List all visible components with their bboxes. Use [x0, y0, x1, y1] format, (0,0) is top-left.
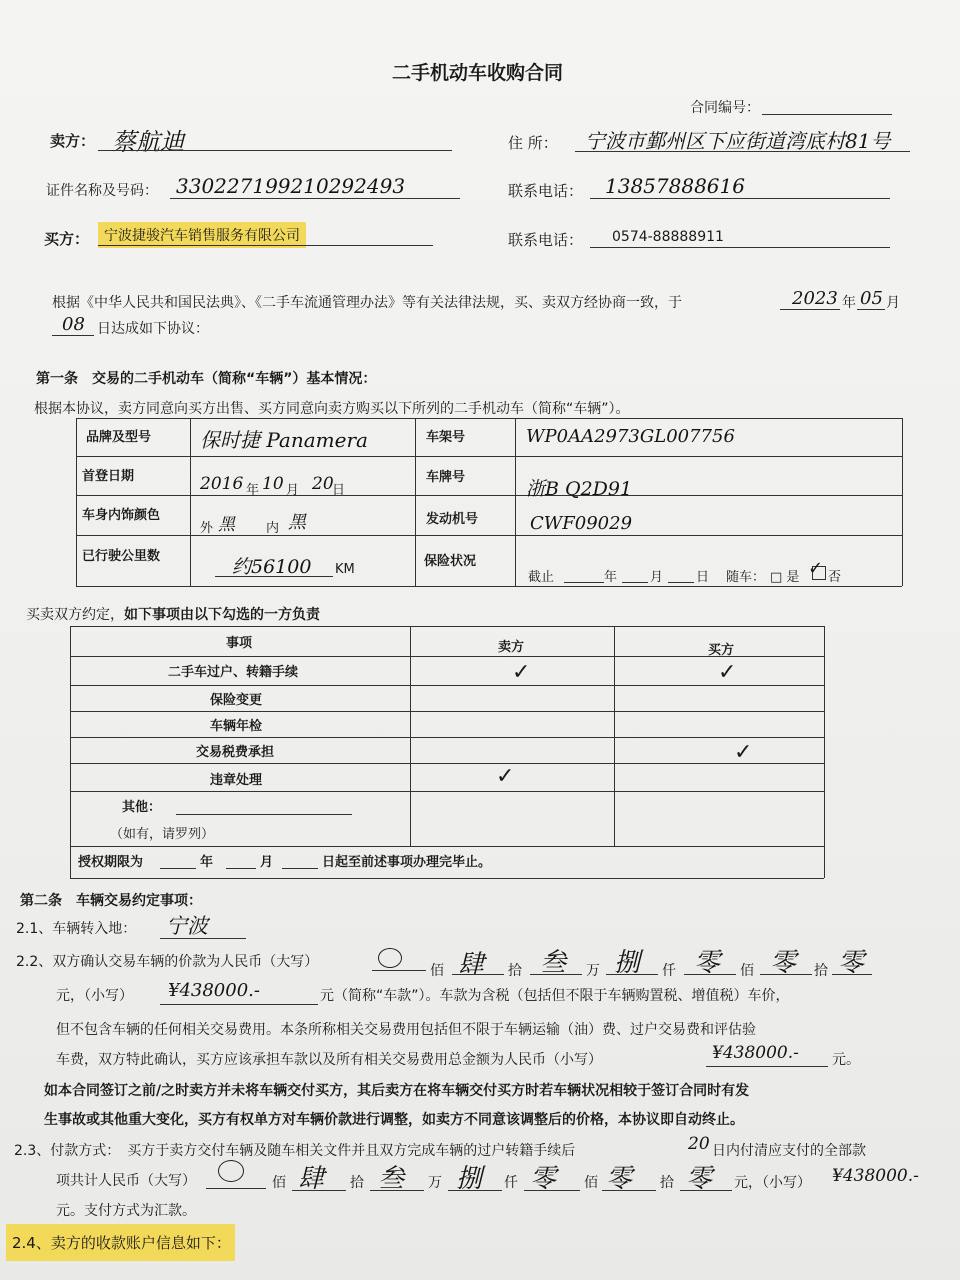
amount-digit: 叁: [378, 1164, 405, 1194]
seller-name: 蔡航迪: [112, 128, 184, 156]
amount-unit: 佰: [740, 963, 754, 979]
vt-border-top: [76, 418, 902, 419]
amount-blank: [832, 974, 872, 975]
clause-2-2-line3: 但不包含车辆的任何相关交易费用。本条所称相关交易费用包括但不限于车辆运输（油）费、过户交易费和评估验: [56, 1022, 756, 1038]
buyer-phone: 0574-88888911: [612, 229, 724, 245]
amount-unit: 佰: [584, 1175, 598, 1191]
with-car-label: 随车：: [726, 570, 766, 585]
col-seller-header: 卖方: [498, 640, 525, 655]
vt-row-line: [76, 495, 902, 496]
vt-col-line: [902, 418, 903, 586]
amount-digit: 肆: [298, 1164, 325, 1194]
amount-digit: 叁: [540, 948, 567, 978]
seller-name-line: [98, 150, 452, 151]
reg-date-label: 首登日期: [82, 469, 135, 484]
amount-small-line: [160, 1004, 318, 1005]
amount-unit: 万: [428, 1175, 442, 1191]
month-label: 月: [886, 295, 900, 311]
year-line: [780, 309, 840, 310]
clause-2-2-line4: 车费，双方特此确认，买方应该承担车款以及所有相关交易费用总金额为人民币（小写）: [56, 1052, 602, 1068]
other-note: （如有，请罗列）: [110, 827, 215, 842]
vt-col-line: [515, 418, 516, 586]
amount-digit: 肆: [458, 950, 485, 980]
amount-blank: [684, 974, 736, 975]
amount-unit: 拾: [814, 963, 828, 979]
contract-number-label: 合同编号：: [690, 100, 760, 116]
clause-2-1-line: [160, 938, 246, 939]
amount-blank: [760, 974, 812, 975]
article2-heading: 第二条 车辆交易约定事项：: [20, 893, 202, 909]
vt-col-line: [190, 418, 191, 586]
amount-blank: [206, 1188, 266, 1189]
responsibility-intro: [26, 604, 320, 624]
amount-unit: 佰: [272, 1175, 286, 1191]
other-line: [176, 814, 352, 815]
row-buyer-check[interactable]: ✓: [718, 660, 737, 685]
amount-digit: 零: [770, 948, 797, 978]
seller-id: 330227199210292493: [176, 174, 406, 198]
clause-2-3-line2: 项共计人民币（大写）: [56, 1173, 196, 1189]
clause-2-3-tail: 日内付清应支付的全部款: [712, 1143, 866, 1159]
amount-unit: 佰: [430, 963, 444, 979]
exterior-color: 黑: [218, 515, 235, 535]
amount-digit: 捌: [456, 1164, 483, 1194]
amount-digit: 零: [694, 948, 721, 978]
rt-row-line: [70, 846, 824, 847]
mileage-value: 约56100: [232, 556, 312, 578]
seller-phone-label: 联系电话：: [508, 182, 584, 200]
reg-month-label: 月: [286, 483, 300, 498]
bold-clause-2: 生事故或其他重大变化，买方有权单方对车辆价款进行调整，如卖方不同意该调整后的价格，本协议即自动终止。: [44, 1112, 744, 1128]
bold-clause-1: 如本合同签订之前/之时卖方并未将车辆交付买方，其后卖方在将车辆交付买方时若车辆状况相较于签订合同时有发: [44, 1083, 750, 1099]
ins-month-label: 月: [650, 570, 664, 585]
brand-label: 品牌及型号: [86, 430, 152, 445]
vt-col-line: [415, 418, 416, 586]
amount-blank: [370, 1190, 424, 1191]
auth-month-line: [226, 868, 256, 869]
clause-2-3-text: 2.3、付款方式： 买方于卖方交付车辆及随车相关文件并且双方完成车辆的过户转籍手续后: [14, 1143, 576, 1159]
rt-col-line: [410, 626, 411, 846]
reg-day-label: 日: [332, 483, 346, 498]
auth-year-label: 年: [200, 855, 214, 870]
month-line: [857, 309, 885, 310]
clause-2-1-value: 宁波: [166, 914, 208, 938]
cross-out-mark-icon: [218, 1160, 244, 1182]
article1-heading: 第一条 交易的二手机动车（简称“车辆”）基本情况：: [36, 371, 377, 387]
seller-id-line: [170, 198, 460, 199]
amount-unit: 仟: [662, 963, 676, 979]
reg-month: 10: [262, 474, 284, 494]
day-line: [52, 335, 94, 336]
cross-out-mark-icon: [378, 948, 402, 968]
preamble-year: 2023: [792, 288, 838, 309]
row-buyer-check[interactable]: ✓: [734, 740, 753, 765]
clause-2-4: 2.4、卖方的收款账户信息如下：: [6, 1224, 235, 1261]
total-amount-line: [706, 1066, 828, 1067]
col-item-header: 事项: [226, 636, 253, 651]
amount-digit: 零: [686, 1164, 713, 1194]
col-buyer-header: 买方: [708, 643, 735, 658]
rt-row-line: [70, 711, 824, 712]
rt-col-line: [70, 626, 71, 878]
seller-label: 卖方：: [50, 132, 96, 150]
total-amount: ¥438000.-: [712, 1043, 799, 1063]
amount-blank: [452, 974, 504, 975]
seller-id-label: 证件名称及号码：: [46, 183, 158, 199]
buyer-label: 买方：: [44, 230, 90, 248]
other-label: 其他：: [122, 800, 162, 815]
seller-address-label: 住 所：: [508, 134, 558, 152]
color-label: 车身内饰颜色: [82, 508, 161, 523]
amount-blank: [372, 970, 426, 971]
insurance-label: 保险状况: [424, 554, 477, 569]
ins-month-line: [622, 582, 648, 583]
mileage-unit: KM: [335, 562, 355, 577]
amount-digit: 捌: [614, 948, 641, 978]
article1-intro: 根据本协议，卖方同意向买方出售、买方同意向卖方购买以下所列的二手机动车（简称“车辆”）。: [34, 401, 630, 417]
option-yes[interactable]: □ 是: [770, 570, 800, 585]
reg-day: 20: [312, 474, 334, 494]
document-title: 二手机动车收购合同: [392, 62, 564, 84]
clause-2-2-line2-a: 元，（小写）: [56, 988, 133, 1004]
seller-address-line: [575, 151, 910, 152]
amount-unit: 万: [586, 963, 600, 979]
auth-day-line: [282, 868, 318, 869]
amount-unit: 拾: [660, 1175, 674, 1191]
rt-border-top: [70, 626, 824, 627]
row-item: 交易税费承担: [196, 745, 275, 760]
buyer-phone-line: [590, 247, 890, 248]
rt-col-line: [614, 626, 615, 846]
preamble-tail: 日达成如下协议：: [97, 321, 209, 337]
row-seller-check[interactable]: ✓: [512, 660, 531, 685]
amount-blank: [680, 1190, 732, 1191]
vt-row-line: [76, 456, 902, 457]
row-seller-check[interactable]: ✓: [496, 764, 515, 789]
seller-address: 宁波市鄞州区下应街道湾底村81号: [585, 129, 891, 153]
rt-row-line: [70, 763, 824, 764]
amount-digit: 零: [530, 1164, 557, 1194]
insurance-until: 截止: [528, 570, 555, 585]
mileage-line: [215, 576, 333, 577]
rt-col-line: [824, 626, 825, 878]
amount-blank: [448, 1190, 502, 1191]
responsibility-intro-b: 如下事项由以下勾选的一方负责: [124, 607, 320, 623]
auth-month-label: 月: [260, 855, 274, 870]
amount-blank: [530, 974, 582, 975]
contract-number-line: [762, 114, 892, 115]
preamble-day: 08: [62, 314, 85, 335]
vin-label: 车架号: [426, 430, 466, 445]
vin-value: WP0AA2973GL007756: [526, 426, 735, 447]
amount-blank: [602, 1190, 656, 1191]
reg-year: 2016: [200, 474, 244, 494]
row-item: 违章处理: [210, 773, 263, 788]
ins-year-line: [564, 582, 604, 583]
preamble-month: 05: [860, 288, 883, 309]
plate-value: 浙B Q2D91: [526, 478, 633, 500]
vt-border-bottom: [76, 586, 902, 587]
brand-value: 保时捷 Panamera: [200, 428, 368, 452]
row-item: 二手车过户、转籍手续: [168, 665, 299, 680]
rt-row-line: [70, 737, 824, 738]
buyer-name: 宁波捷骏汽车销售服务有限公司: [98, 222, 306, 248]
engine-value: CWF09029: [530, 513, 633, 534]
amount-small: ¥438000.-: [168, 980, 260, 1001]
rt-border-bottom: [70, 878, 824, 879]
row-item: 车辆年检: [210, 719, 263, 734]
rt-row-line: [70, 685, 824, 686]
row-item: 保险变更: [210, 693, 263, 708]
clause-2-2-text: 2.2、双方确认交易车辆的价款为人民币（大写）: [16, 954, 319, 970]
amount-blank: [292, 1190, 346, 1191]
auth-tail: 日起至前述事项办理完毕止。: [322, 855, 492, 870]
ins-day-label: 日: [696, 570, 710, 585]
payment-small: ¥438000.-: [832, 1166, 919, 1186]
clause-2-1-label: 2.1、车辆转入地：: [16, 921, 137, 937]
vt-col-line: [76, 418, 77, 586]
amount-digit: 零: [838, 948, 865, 978]
checkmark-icon: ✓: [808, 558, 824, 579]
amount-unit: 拾: [508, 963, 522, 979]
mileage-label: 已行驶公里数: [82, 549, 161, 564]
ins-year-label: 年: [604, 570, 618, 585]
exterior-label: 外: [200, 521, 214, 536]
clause-2-3-yuan: 元，（小写）: [734, 1175, 811, 1191]
clause-2-2-line2-b: 元（简称“车款”）。车款为含税（包括但不限于车辆购置税、增值税）车价，: [320, 988, 790, 1004]
auth-year-line: [160, 868, 196, 869]
seller-phone: 13857888616: [605, 174, 745, 198]
responsibility-intro-a: 买卖双方约定，: [26, 607, 124, 623]
amount-blank: [524, 1190, 580, 1191]
preamble-text: 根据《中华人民共和国民法典》、《二手车流通管理办法》等有关法律法规，买、卖双方经协商一致，于: [52, 295, 682, 311]
ins-day-line: [668, 582, 694, 583]
reg-year-label: 年: [246, 483, 260, 498]
clause-2-3-line3: 元。支付方式为汇款。: [56, 1203, 196, 1219]
clause-2-2-line4-b: 元。: [832, 1052, 860, 1068]
interior-label: 内: [266, 521, 280, 536]
seller-phone-line: [590, 198, 890, 199]
year-label: 年: [842, 295, 856, 311]
amount-blank: [606, 974, 658, 975]
payment-days: 20: [688, 1134, 710, 1154]
buyer-phone-label: 联系电话：: [508, 231, 584, 249]
plate-label: 车牌号: [426, 470, 466, 485]
engine-label: 发动机号: [426, 512, 479, 527]
amount-unit: 仟: [504, 1175, 518, 1191]
option-no: 否: [828, 570, 842, 585]
interior-color: 黑: [288, 512, 306, 533]
amount-unit: 拾: [350, 1175, 364, 1191]
buyer-name-line: [98, 245, 433, 246]
auth-label: 授权期限为: [78, 855, 144, 870]
rt-row-line: [70, 791, 824, 792]
amount-digit: 零: [606, 1164, 633, 1194]
